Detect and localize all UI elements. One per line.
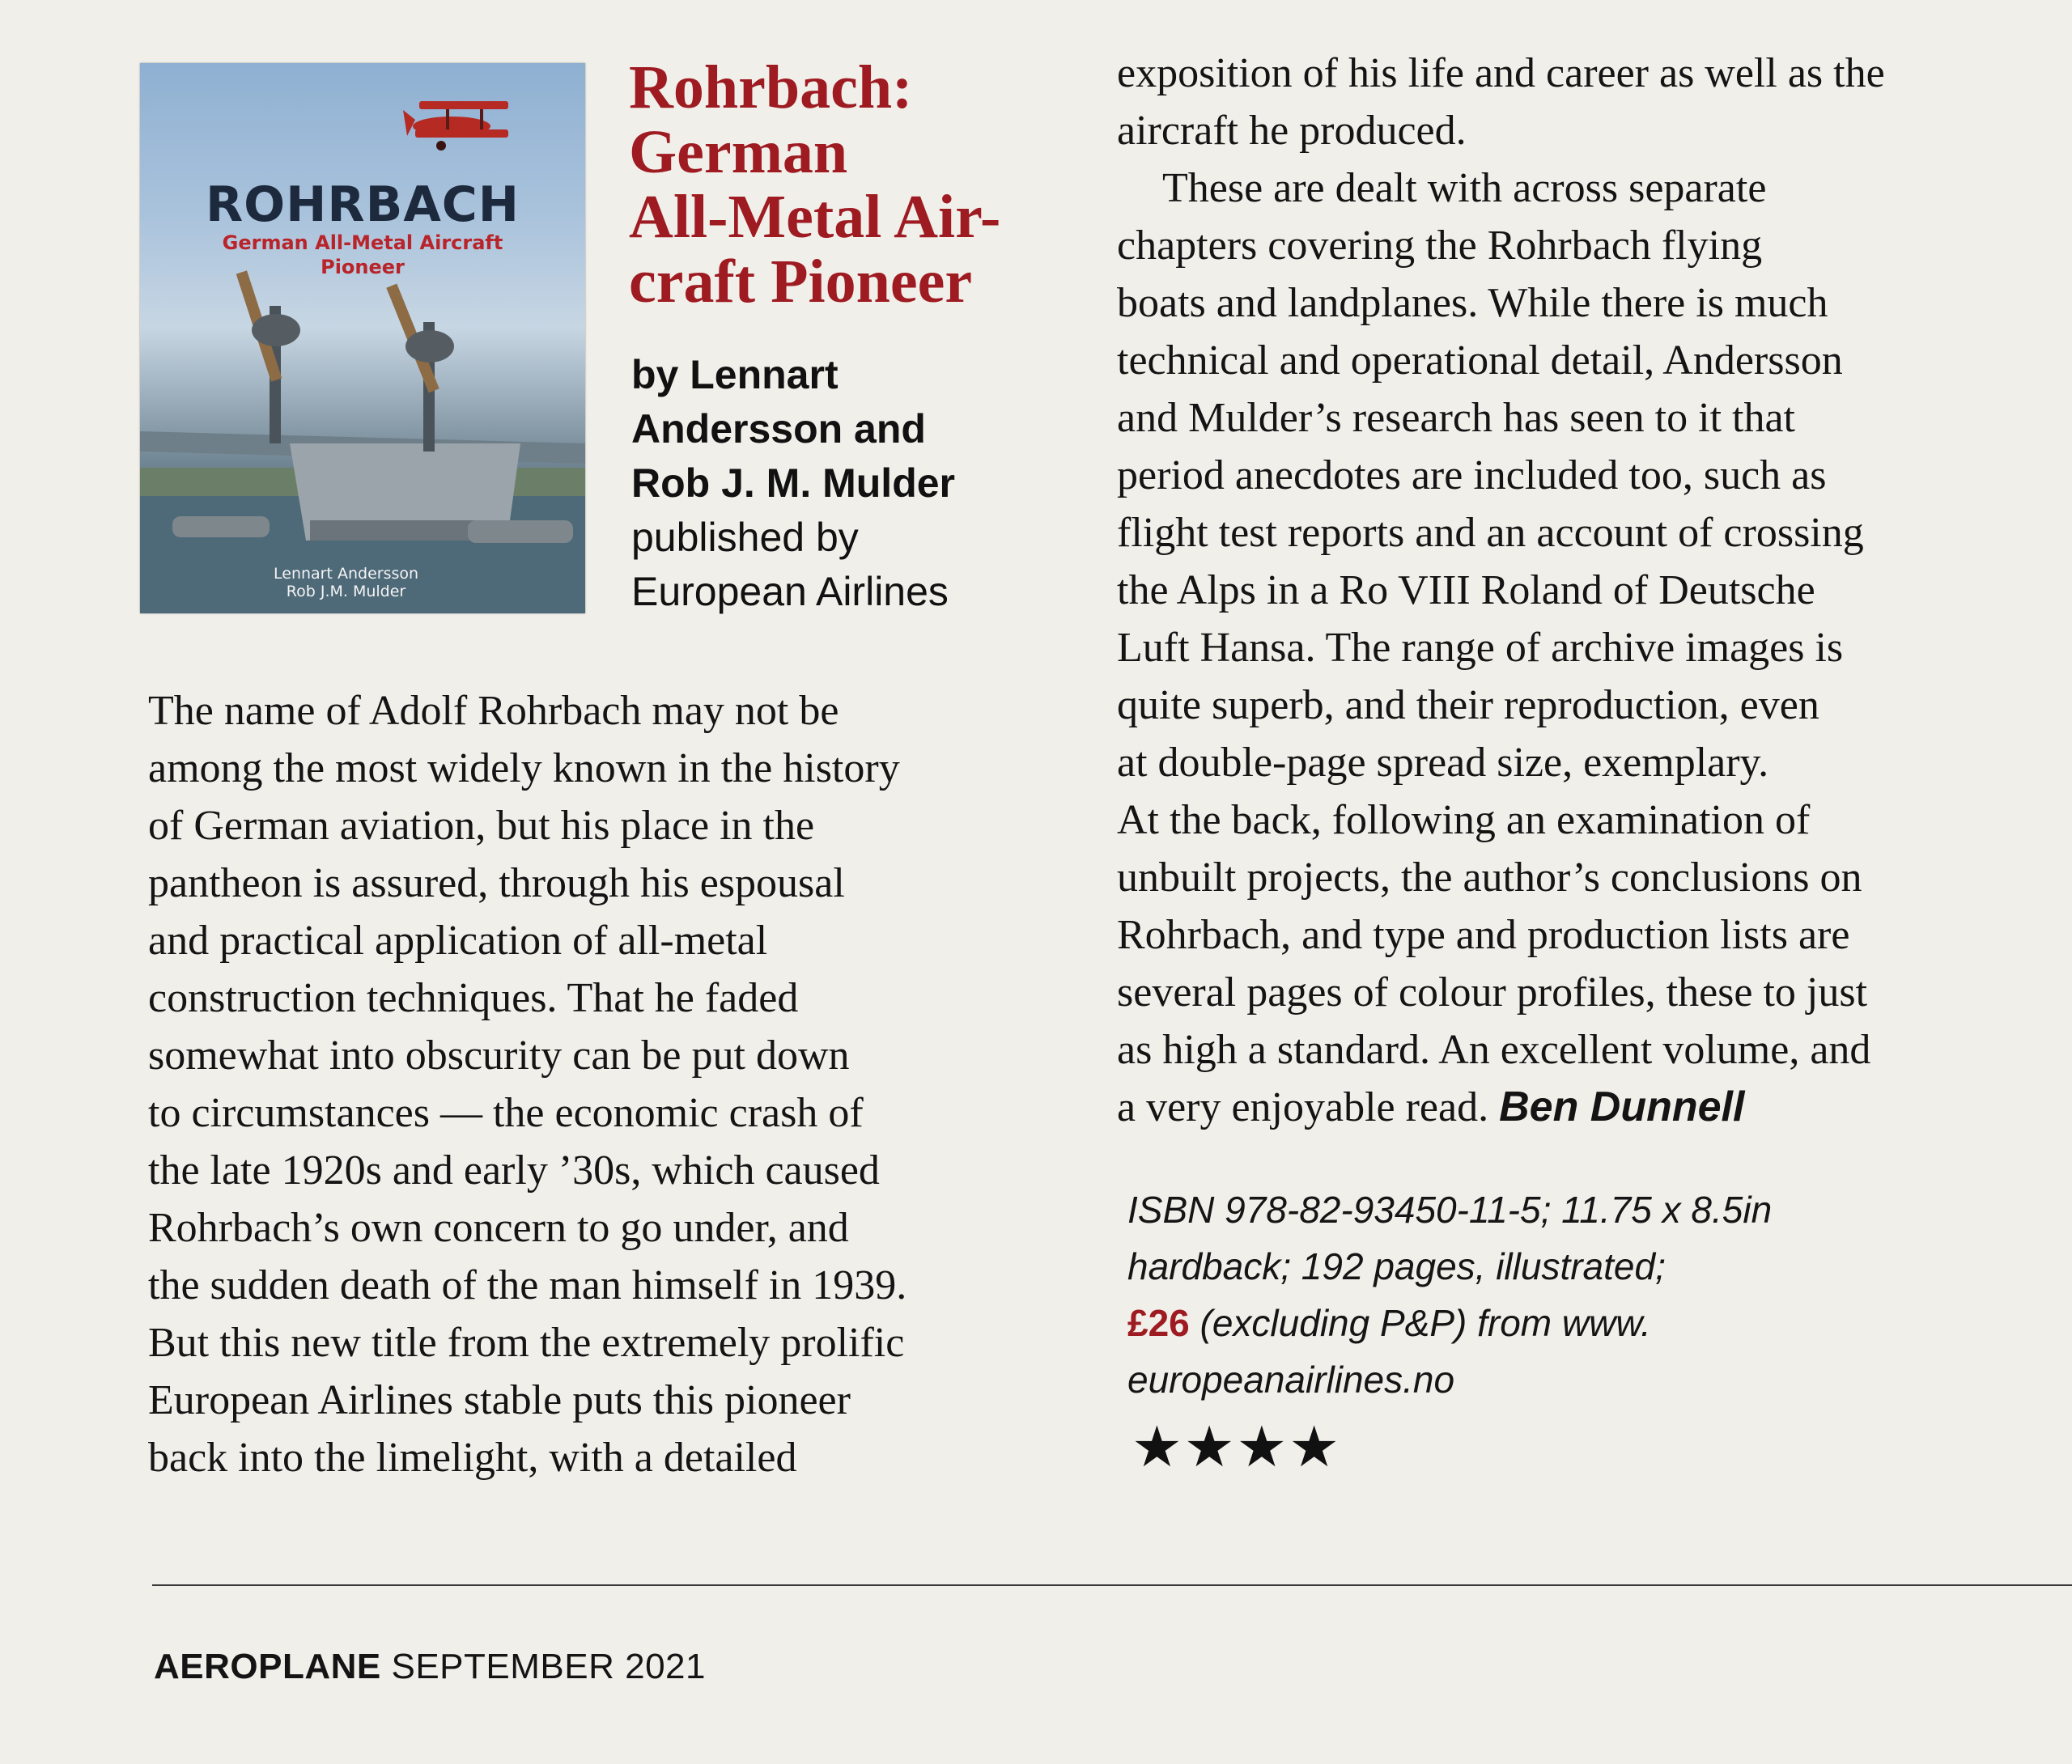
price: £26: [1127, 1302, 1190, 1344]
body-column-right: [1117, 45, 1885, 1136]
body-line: as high a standard. An excellent volume, and: [1117, 1027, 1871, 1073]
author-line: by Lennart: [631, 352, 839, 397]
body-line: quite superb, and their reproduction, even: [1117, 682, 1819, 728]
body-line: among the most widely known in the history: [148, 745, 900, 791]
body-line: But this new title from the extremely prolific: [148, 1320, 905, 1366]
reviewer-name: Ben Dunnell: [1499, 1083, 1745, 1130]
body-line-last: [1117, 1079, 1885, 1136]
title-line: German: [629, 118, 848, 186]
body-line: flight test reports and an account of crossing: [1117, 510, 1864, 556]
magazine-name: AEROPLANE: [154, 1647, 381, 1686]
body-line: at double-page spread size, exemplary.: [1117, 740, 1769, 786]
body-line: technical and operational detail, Andersson: [1117, 337, 1843, 384]
website-line: europeanairlines.no: [1127, 1359, 1455, 1401]
body-line: the late 1920s and early ’30s, which caused: [148, 1147, 880, 1194]
title-line: craft Pioneer: [629, 248, 973, 316]
price-detail: (excluding P&P) from www.: [1189, 1302, 1651, 1344]
body-line: At the back, following an examination of: [1117, 797, 1811, 843]
page-footer: [154, 1647, 706, 1687]
cover-authors: [274, 565, 418, 600]
book-info: [1127, 1181, 1772, 1408]
body-line: Luft Hansa. The range of archive images is: [1117, 625, 1844, 671]
cover-author-line: Lennart Andersson: [274, 565, 419, 583]
book-cover-image: [140, 63, 585, 613]
byline: [631, 348, 955, 619]
rating-stars: ★★★★: [1132, 1414, 1342, 1480]
body-line: to circumstances — the economic crash of: [148, 1090, 864, 1136]
title-line: Rohrbach:: [629, 53, 913, 121]
body-line: Rohrbach, and type and production lists are: [1117, 912, 1850, 958]
body-line: the sudden death of the man himself in 1939.: [148, 1262, 907, 1308]
body-line: aircraft he produced.: [1117, 108, 1467, 154]
format-line: hardback; 192 pages, illustrated;: [1127, 1245, 1666, 1287]
price-line: [1127, 1295, 1772, 1351]
body-line: boats and landplanes. While there is much: [1117, 280, 1828, 326]
body-line: The name of Adolf Rohrbach may not be: [148, 688, 839, 734]
title-line: All-Metal Air-: [629, 183, 1001, 251]
cover-author-line: Rob J.M. Mulder: [286, 583, 406, 600]
body-column-left: [148, 682, 906, 1486]
body-line: Rohrbach’s own concern to go under, and: [148, 1205, 849, 1251]
body-line: chapters covering the Rohrbach flying: [1117, 223, 1763, 269]
author-line: Rob J. M. Mulder: [631, 460, 955, 506]
body-line: the Alps in a Ro VIII Roland of Deutsche: [1117, 567, 1815, 613]
body-line: of German aviation, but his place in the: [148, 803, 815, 849]
isbn-line: ISBN 978-82-93450-11-5; 11.75 x 8.5in: [1127, 1189, 1773, 1231]
seaplane-illustration: [140, 63, 585, 613]
body-line: a very enjoyable read.: [1117, 1084, 1489, 1130]
body-line: exposition of his life and career as well as the: [1117, 50, 1885, 96]
issue-date: SEPTEMBER 2021: [391, 1647, 706, 1686]
body-line: and Mulder’s research has seen to it that: [1117, 395, 1795, 441]
author-line: Andersson and: [631, 406, 926, 452]
cover-subtitle-line: German All-Metal Aircraft: [222, 231, 503, 254]
body-line: construction techniques. That he faded: [148, 975, 799, 1021]
body-line: European Airlines stable puts this pioneer: [148, 1377, 851, 1423]
body-line: pantheon is assured, through his espousal: [148, 860, 845, 906]
footer-divider: [152, 1584, 2072, 1586]
body-line: several pages of colour profiles, these to just: [1117, 969, 1868, 1016]
publisher-line: European Airlines: [631, 569, 949, 614]
publisher-line: published by: [631, 515, 859, 560]
body-line: period anecdotes are included too, such as: [1117, 452, 1827, 498]
body-line: and practical application of all-metal: [148, 918, 768, 964]
body-line: unbuilt projects, the author’s conclusions on: [1117, 854, 1862, 901]
body-line: back into the limelight, with a detailed: [148, 1435, 797, 1481]
review-title: [629, 55, 1000, 314]
body-line: These are dealt with across separate: [1162, 165, 1767, 211]
cover-subtitle-line: Pioneer: [321, 256, 405, 278]
show-through-text: [1052, 0, 1437, 32]
body-line: somewhat into obscurity can be put down: [148, 1033, 850, 1079]
cover-title: ROHRBACH: [205, 176, 520, 233]
cover-subtitle: [140, 231, 585, 279]
